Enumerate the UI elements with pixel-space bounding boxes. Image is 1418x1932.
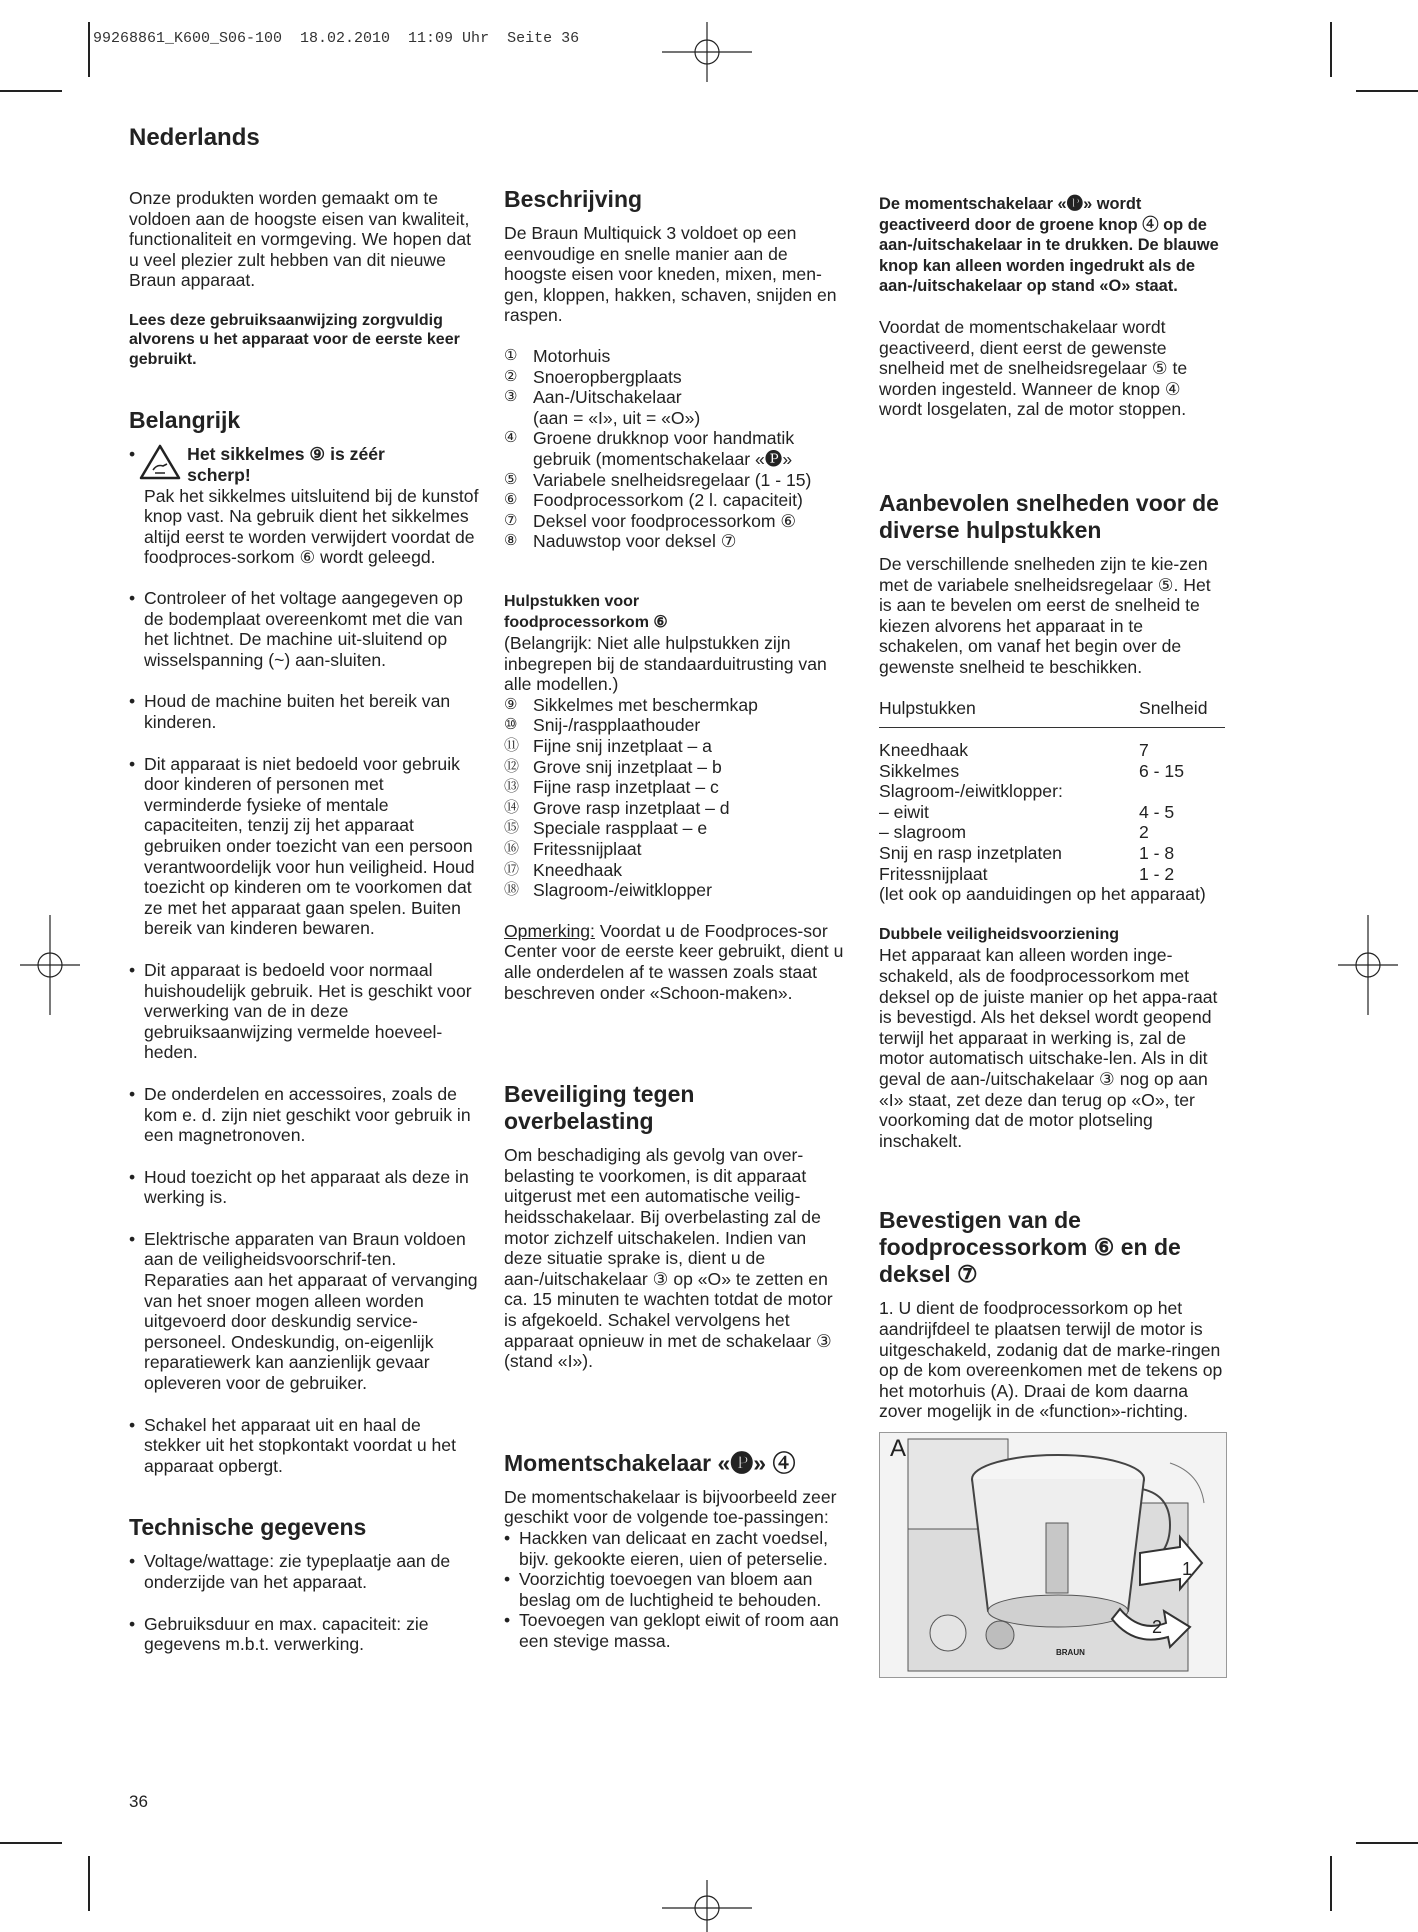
registration-mark-icon [662, 1880, 752, 1932]
crop-mark [1356, 1842, 1418, 1844]
table-row: Fritessnijplaat 1 - 2 [879, 863, 1175, 884]
crop-mark [88, 1856, 90, 1911]
table-header: Hulpstukken [879, 698, 1139, 728]
bevestigen-heading: Bevestigen van de foodprocessorkom ⑥ en de deksel ⑦ [879, 1207, 1181, 1288]
registration-mark-icon [20, 915, 80, 1015]
beschrijving-heading: Beschrijving [504, 186, 643, 212]
list-item: • Houd toezicht op het apparaat als deze in werking is. [129, 1167, 479, 1208]
list-item: ⑬ Fijne rasp inzetplaat – c [504, 777, 719, 798]
opmerking-label: Opmerking: [504, 920, 595, 941]
momentschakelaar-bold-text: De momentschakelaar «🅟» wordt geactiveerd door de groene knop ④ op de aan-/uitschakelaar in te drukken. De blauwe knop kan alleen worden ingedrukt als de aan-/uitschakelaar op stand «O» staat. [879, 195, 1219, 296]
page-title: Nederlands [129, 124, 260, 151]
momentschakelaar-list [504, 1528, 846, 1652]
crop-mark [0, 1842, 62, 1844]
list-item: ② Snoeropbergplaats [504, 366, 682, 387]
opmerking-text: Opmerking: Voordat u de Foodproces-sor Center voor de eerste keer gebruikt, dient u alle onderdelen af te wassen zoals staat beschreven onder «Schoon-maken». [504, 920, 844, 1003]
column-3 [879, 194, 1225, 1678]
table-row: Sikkelmes 6 - 15 [879, 760, 1184, 781]
list-item: ⑱ Slagroom-/eiwitklopper [504, 880, 712, 901]
crop-mark [0, 90, 62, 92]
list-item: • Gebruiksduur en max. capaciteit: zie gegevens m.b.t. verwerking. [129, 1614, 479, 1655]
list-item: • Houd de machine buiten het bereik van kinderen. [129, 691, 479, 732]
list-item: • De onderdelen en accessoires, zoals de kom e. d. zijn niet geschikt voor gebruik in een magnetronoven. [129, 1084, 479, 1146]
momentschakelaar-text: De momentschakelaar is bijvoorbeeld zeer geschikt voor de volgende toe-passingen: [504, 1486, 837, 1528]
figure-step-2: 2 [1152, 1616, 1163, 1637]
page-number: 36 [129, 1792, 148, 1811]
list-item: • Toevoegen van geklopt eiwit of room aan een stevige massa. [504, 1610, 846, 1651]
list-item: gebruik (momentschakelaar «🅟» [533, 448, 793, 469]
bevestigen-text: 1. U dient de foodprocessorkom op het aandrijfdeel te plaatsen terwijl de motor is uitgeschakeld, zodanig dat de marke-ringen op de kom overeenkomen met de tekens op het motorhuis (A). Draai de kom daarna zover mogelijk in de «function»-richting. [879, 1298, 1223, 1422]
list-item: ⑭ Grove rasp inzetplaat – d [504, 797, 730, 818]
table-row: Snij en rasp inzetplaten 1 - 8 [879, 843, 1175, 864]
registration-mark-icon [1338, 915, 1398, 1015]
snelheden-heading: Aanbevolen snelheden voor de diverse hulpstukken [879, 489, 1219, 543]
list-item: ④ Groene drukknop voor handmatik [504, 428, 795, 449]
column-1 [129, 188, 479, 1676]
snelheden-text: De verschillende snelheden zijn te kie-zen met de variabele snelheidsregelaar ⑤. Het is aan te bevelen om eerst de snelheid te kiezen alvorens het apparaat in te schakelen, om vanaf het begin over de gewenste snelheid te beschikken. [879, 553, 1211, 677]
speed-table [879, 698, 1225, 905]
print-header: 99268861_K600_S06-100 18.02.2010 11:09 Uhr Seite 36 [93, 30, 580, 47]
crop-mark [1356, 90, 1418, 92]
hulpstukken-note: (Belangrijk: Niet alle hulpstukken zijn inbegrepen bij de standaarduitrusting van alle modellen.) [504, 633, 827, 695]
crop-mark [1330, 22, 1332, 77]
list-item: • Schakel het apparaat uit en haal de stekker uit het stopkontakt voordat u het apparaat opbergt. [129, 1415, 479, 1477]
warning-block: • Het sikkelmes ⑨ is zéér scherp! Pak het sikkelmes uitsluitend bij de kunstof knop vast. Na gebruik dient het sikkelmes altijd eerst te worden verwijdert voordat de foodproces-sorkom ⑥ wordt geleegd. [129, 444, 479, 568]
beveiliging-text: Om beschadiging als gevolg van over-belasting te voorkomen, is dit apparaat uitgerust met een automatische veilig-heidsschakelaar. Bij overbelasting zal de motor zichzelf uitschakelen. Indien van deze situatie sprake is, dient u de aan-/uitschakelaar ③ op «O» te zetten en ca. 15 minuten te wachten totdat de motor is afgekoeld. Schakel vervolgens het apparaat opnieuw in met de schakelaar ③ (stand «I»). [504, 1145, 833, 1372]
table-row: – eiwit 4 - 5 [879, 801, 1175, 822]
table-row: (let ook op aanduidingen op het apparaat) [879, 884, 1206, 905]
figure-step-1: 1 [1182, 1558, 1193, 1579]
table-row: Kneedhaak 7 [879, 740, 1149, 761]
list-item: ⑯ Fritessnijplaat [504, 839, 642, 860]
momentschakelaar-heading: Momentschakelaar «🅟» ④ [504, 1449, 796, 1476]
list-item: • Hackken van delicaat en zacht voedsel, bijv. gekookte eieren, uien of peterselie. [504, 1528, 846, 1569]
list-item: ⑩ Snij-/raspplaathouder [504, 715, 701, 736]
figure-label: A [890, 1434, 907, 1462]
belangrijk-list [129, 588, 479, 1476]
tech-list [129, 1551, 479, 1654]
list-item: ⑤ Variabele snelheidsregelaar (1 - 15) [504, 469, 812, 490]
warning-title: Het sikkelmes ⑨ is zéér scherp! [187, 444, 385, 486]
list-item: ⑮ Speciale raspplaat – e [504, 818, 708, 839]
momentschakelaar-info: Voordat de momentschakelaar wordt geactiveerd, dient eerst de gewenste snelheid met de snelheidsregelaar ⑤ te worden ingesteld. Wanneer de knop ④ wordt losgelaten, zal de motor stoppen. [879, 316, 1188, 420]
list-item: • Dit apparaat is niet bedoeld voor gebruik door kinderen of personen met verminderde fysieke of mentale capaciteiten, tenzij zij het apparaat gebruiken onder toezicht van een persoon verantwoordelijk voor hun veiligheid. Houd toezicht op kinderen om te voorkomen dat ze met het apparaat gaan spelen. Buiten bereik van kinderen bewaren. [129, 754, 479, 939]
list-item: • Voltage/wattage: zie typeplaatje aan de onderzijde van het apparaat. [129, 1551, 479, 1592]
beschrijving-text: De Braun Multiquick 3 voldoet op een eenvoudige en snelle manier aan de hoogste eisen voor kneden, mixen, men-gen, kloppen, hakken, schaven, snijden en raspen. [504, 223, 837, 326]
list-item: • Dit apparaat is bedoeld voor normaal huishoudelijk gebruik. Het is geschikt voor verwerking van de in deze gebruiksaanwijzing vermelde hoeveel-heden. [129, 960, 479, 1063]
table-row: – slagroom 2 [879, 822, 1149, 843]
figure-brand: BRAUN [1056, 1647, 1085, 1657]
list-item: • Elektrische apparaten van Braun voldoen aan de veiligheidsvoorschrif-ten. Reparaties aan het apparaat of vervanging van het snoer mogen alleen worden uitgevoerd door deskundig service-personeel. Ondeskundig, on-eigenlijk reparatiewerk kan aanzienlijk gevaar opleveren voor de gebruiker. [129, 1229, 479, 1394]
crop-mark [1330, 1856, 1332, 1911]
attachments-list [504, 695, 846, 901]
list-item: • Controleer of het voltage aangegeven op de bodemplaat overeenkomt met die van het lichtnet. De machine uit-sluitend op wisselspanning (~) aan-sluiten. [129, 588, 479, 670]
list-item: ③ Aan-/Uitschakelaar [504, 387, 682, 408]
column-2 [504, 186, 846, 1651]
list-item: ⑨ Sikkelmes met beschermkap [504, 694, 758, 715]
registration-mark-icon [662, 22, 752, 82]
warning-text: Pak het sikkelmes uitsluitend bij de kunstof knop vast. Na gebruik dient het sikkelmes altijd eerst te worden verwijdert voordat de foodproces-sorkom ⑥ wordt geleegd. [144, 485, 479, 568]
crop-mark [88, 22, 90, 77]
beveiliging-heading: Beveiliging tegen overbelasting [504, 1081, 695, 1135]
dubbele-heading: Dubbele veiligheidsvoorziening [879, 925, 1120, 943]
intro-bold-text: Lees deze gebruiksaanwijzing zorgvuldig alvorens u het apparaat voor de eerste keer gebruikt. [129, 311, 460, 368]
list-item: ⑰ Kneedhaak [504, 859, 623, 880]
hand-warning-icon [139, 444, 181, 480]
technische-gegevens-heading: Technische gegevens [129, 1514, 367, 1541]
list-item: ① Motorhuis [504, 345, 611, 366]
list-item: • Voorzichtig toevoegen van bloem aan beslag om de luchtigheid te behouden. [504, 1569, 846, 1610]
table-row: Slagroom-/eiwitklopper: [879, 781, 1063, 802]
food-processor-illustration [880, 1433, 1226, 1677]
list-item: (aan = «I», uit = «O») [533, 407, 701, 428]
list-item: ⑪ Fijne snij inzetplaat – a [504, 736, 712, 757]
table-header-row [879, 698, 1225, 728]
table-header: Snelheid [1139, 698, 1225, 728]
belangrijk-heading: Belangrijk [129, 407, 241, 434]
hulpstukken-heading: Hulpstukken voor foodprocessorkom ⑥ [504, 592, 668, 631]
figure-a [879, 1432, 1227, 1678]
dubbele-text: Het apparaat kan alleen worden inge-schakeld, als de foodprocessorkom met deksel op de juiste manier op het appa-raat is bevestigd. Als het deksel wordt geopend terwijl het apparaat in werking is, zal de motor automatisch uitschake-len. Als in dit geval de aan-/uitschakelaar ③ nog op aan «I» staat, zet deze dan terug op «O», ter voorkoming dat de motor plotseling inschakelt. [879, 945, 1218, 1151]
list-item: ⑧ Naduwstop voor deksel ⑦ [504, 531, 737, 552]
list-item: ⑦ Deksel voor foodprocessorkom ⑥ [504, 510, 797, 531]
intro-text: Onze produkten worden gemaakt om te voldoen aan de hoogste eisen van kwaliteit, functionaliteit en vormgeving. We hopen dat u veel plezier zult hebben van dit nieuwe Braun apparaat. [129, 188, 471, 291]
list-item: ⑫ Grove snij inzetplaat – b [504, 756, 722, 777]
list-item: ⑥ Foodprocessorkom (2 l. capaciteit) [504, 490, 803, 511]
parts-list [504, 346, 846, 552]
